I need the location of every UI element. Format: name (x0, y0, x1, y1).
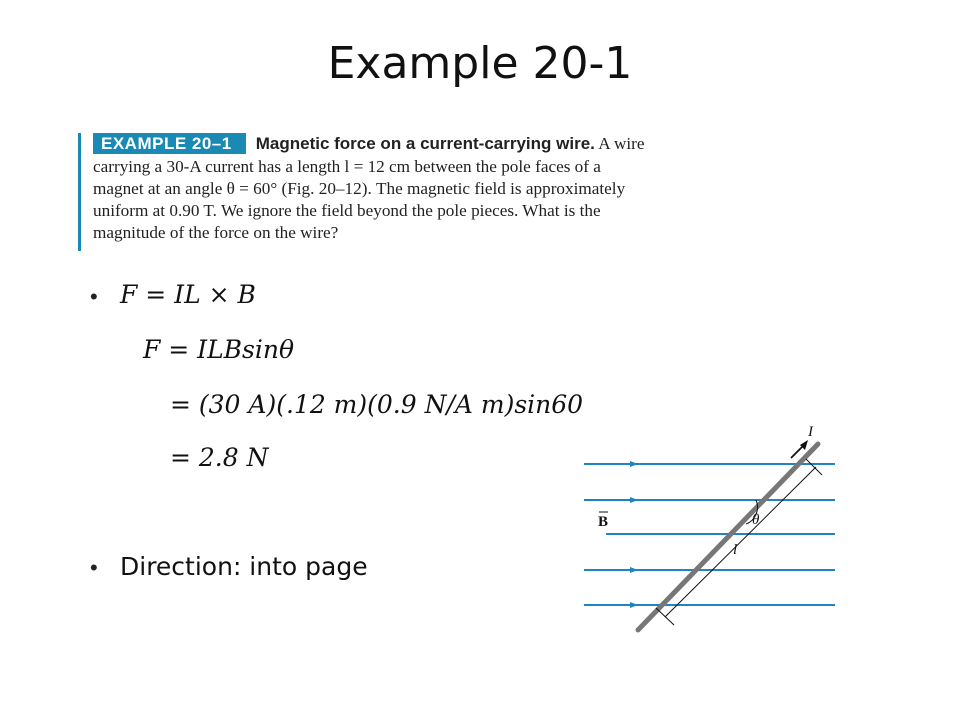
field-label: B (598, 514, 609, 530)
example-text-line2: carrying a 30-A current has a length l = 12 cm between the pole faces of a (93, 157, 601, 176)
length-dimension (656, 459, 822, 625)
equation-substitution: = (30 A)(.12 m)(0.9 N/A m)sin60 (170, 390, 584, 419)
current-label: I (808, 424, 813, 440)
example-heading: Magnetic force on a current-carrying wire. (255, 134, 595, 153)
bullet-dot: • (90, 555, 98, 580)
example-text-line4: uniform at 0.90 T. We ignore the field beyond the pole pieces. What is the (93, 201, 601, 220)
equation-force-sin: F = ILBsinθ (143, 335, 295, 364)
example-tag: EXAMPLE 20–1 (93, 133, 246, 154)
wire (638, 444, 818, 630)
equation-result: = 2.8 N (170, 443, 269, 472)
example-text-line3: magnet at an angle θ = 60° (Fig. 20–12). The magnetic field is approximately (93, 179, 626, 198)
example-text-line5: magnitude of the force on the wire? (93, 223, 339, 242)
wire-field-figure (578, 422, 840, 634)
bullet-dot: • (90, 284, 98, 309)
length-label: l (733, 542, 738, 558)
direction-text: Direction: into page (120, 552, 368, 581)
theta-label: θ (752, 512, 760, 528)
example-text-line1: A wire (594, 134, 645, 153)
equation-force-cross: F = IL × B (120, 280, 256, 309)
example-box (78, 133, 763, 251)
slide-title: Example 20-1 (327, 38, 633, 89)
